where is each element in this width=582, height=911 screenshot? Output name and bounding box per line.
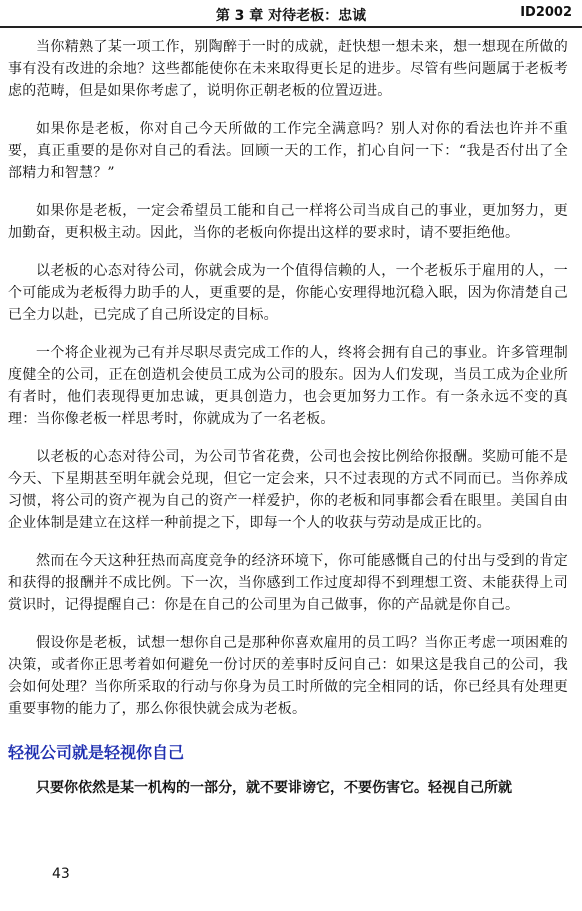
body-paragraph: 以老板的心态对待公司，你就会成为一个值得信赖的人，一个老板乐于雇用的人，一个可能成为老板得力助手的人，更重要的是，你能心安理得地沉稳入眠，因为你清楚自己已全力以赴，已完成了自己所设定的目标。 <box>8 263 568 323</box>
body-paragraph: 一个将企业视为己有并尽职尽责完成工作的人，终将会拥有自己的事业。许多管理制度健全的公司，正在创造机会使员工成为公司的股东。因为人们发现，当员工成为企业所有者时，他们表现得更加忠诚，更具创造力，也会更加努力工作。有一条永远不变的真理：当你像老板一样思考时，你就成为了一名老板。 <box>8 345 568 427</box>
document-id: ID2002 <box>520 5 572 20</box>
page-body <box>8 36 568 799</box>
chapter-title: 第 3 章 对待老板：忠诚 <box>215 8 367 24</box>
body-paragraph: 如果你是老板，一定会希望员工能和自己一样将公司当成自己的事业，更加努力，更加勤奋，更积极主动。因此，当你的老板向你提出这样的要求时，请不要拒绝他。 <box>8 203 568 241</box>
body-paragraph: 以老板的心态对待公司，为公司节省花费，公司也会按比例给你报酬。奖励可能不是今天、下星期甚至明年就会兑现，但它一定会来，只不过表现的方式不同而已。当你养成习惯，将公司的资产视为自己的资产一样爱护，你的老板和同事都会看在眼里。美国自由企业体制是建立在这样一种前提之下，即每一个人的收获与劳动是成正比的。 <box>8 449 568 531</box>
page-header <box>0 0 582 28</box>
section-heading: 轻视公司就是轻视你自己 <box>8 743 185 762</box>
section-quote: 只要你依然是某一机构的一部分，就不要诽谤它，不要伤害它。轻视自己所就 <box>36 780 512 796</box>
body-paragraph: 当你精熟了某一项工作，别陶醉于一时的成就，赶快想一想未来，想一想现在所做的事有没有改进的余地？这些都能使你在未来取得更长足的进步。尽管有些问题属于老板考虑的范畴，但是如果你考虑了，说明你正朝老板的位置迈进。 <box>8 39 568 99</box>
body-paragraph: 假设你是老板，试想一想你自己是那种你喜欢雇用的员工吗？当你正考虑一项困难的决策，或者你正思考着如何避免一份讨厌的差事时反问自己：如果这是我自己的公司，我会如何处理？当你所采取的行动与你身为员工时所做的完全相同的话，你已经具有处理更重要事物的能力了，那么你很快就会成为老板。 <box>8 635 568 717</box>
page-number: 43 <box>52 866 70 882</box>
body-paragraph: 然而在今天这种狂热而高度竞争的经济环境下，你可能感慨自己的付出与受到的肯定和获得的报酬并不成比例。下一次，当你感到工作过度却得不到理想工资、未能获得上司赏识时，记得提醒自己：你是在自己的公司里为自己做事，你的产品就是你自己。 <box>8 553 568 613</box>
body-paragraph: 如果你是老板，你对自己今天所做的工作完全满意吗？别人对你的看法也许并不重要，真正重要的是你对自己的看法。回顾一天的工作，扪心自问一下：“我是否付出了全部精力和智慧？” <box>8 121 568 181</box>
